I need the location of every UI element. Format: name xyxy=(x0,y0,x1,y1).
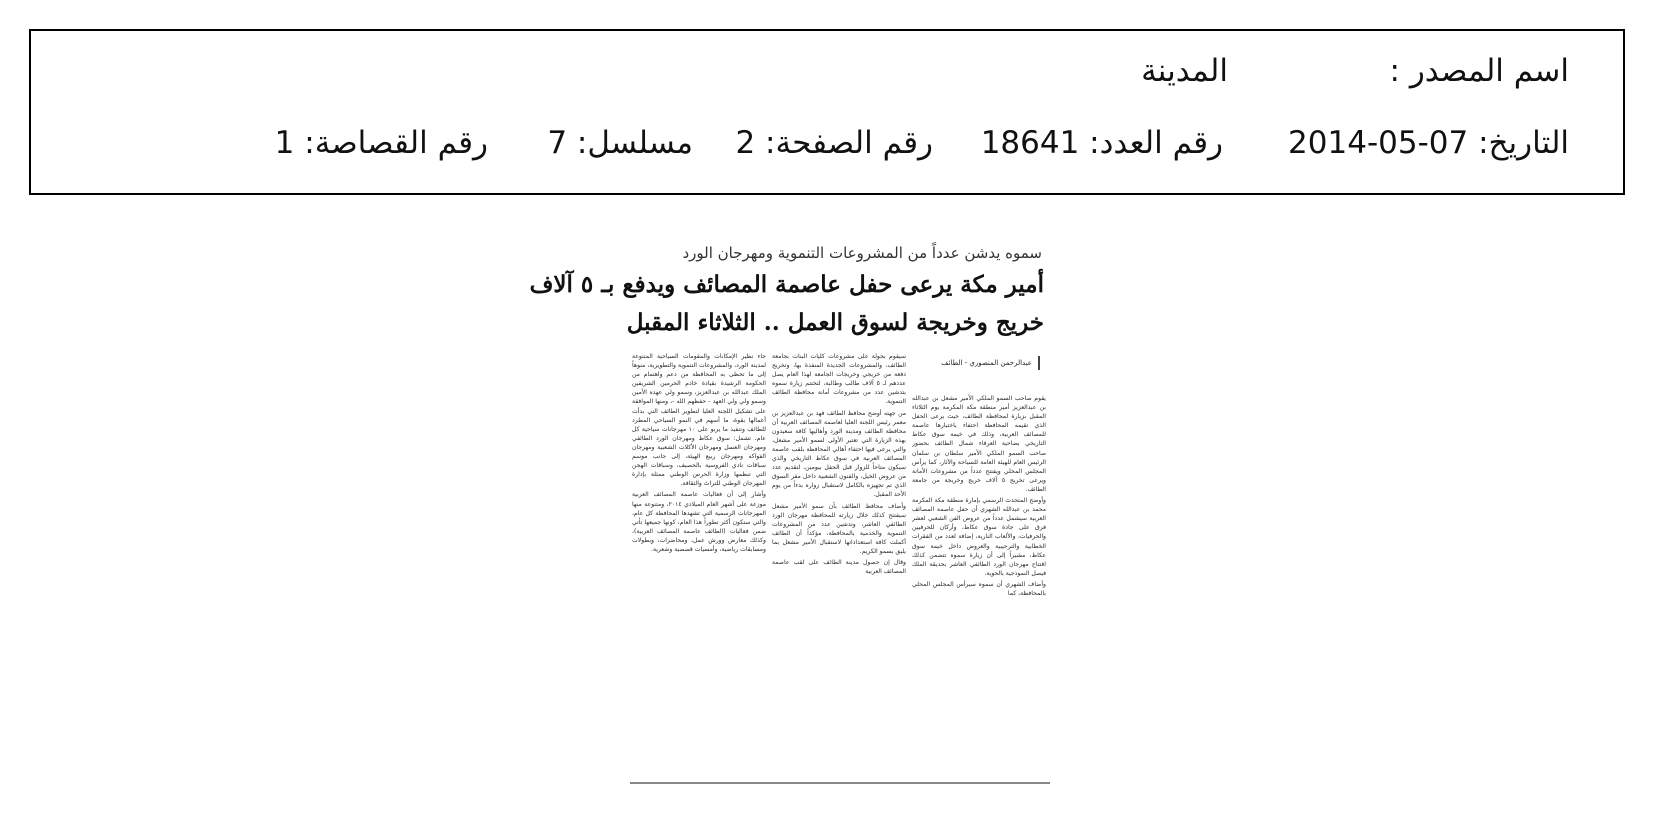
article-column-2 xyxy=(772,352,906,766)
source-value: المدينة xyxy=(1141,53,1228,89)
article-paragraph: من جهته أوضح محافظ الطائف فهد بن عبدالعزيز بن معمر رئيس اللجنة العليا لعاصمة المصائف العربية أن محافظة الطائف ومدينة الورد وأهاليها كافة سعيدون بهذه الزيارة التي تعتبر الأولى لسمو الأمير مشعل، والتي يرعى فيها احتفاء أهالي المحافظة بلقب عاصمة المصائف العربية في سوق عكاظ التاريخي والذي سيكون متاحاً للزوار قبل الحفل بيومين، لتقديم عدد من عروض الخيل، والفنون الشعبية داخل مقر السوق الذي تم تجهيزه بالكامل لاستقبال زواره بدءاً من يوم الأحد المقبل. xyxy=(772,409,906,499)
article-paragraph: وأضاف الشهري أن سموه سيرأس المجلس المحلي بالمحافظة، كما xyxy=(912,580,1046,597)
article-paragraph: سيقوم بجولة على مشروعات كليات البنات بجامعة الطائف، والمشروعات الجديدة المنفذة بها، وتخريج دفعة من خريجي وخريجات الجامعة لهذا العام يصل عددهم لـ ٥ آلاف طالب وطالبة، لتختتم زيارة سموه بتدشين عدد من مشروعات أمانة محافظة الطائف التنموية. xyxy=(772,353,906,406)
clipping-headline-line-1: أمير مكة يرعى حفل عاصمة المصائف ويدفع بـ ٥ آلاف xyxy=(529,271,1044,298)
page-number-field: رقم الصفحة: 2 xyxy=(735,125,933,161)
clipping-byline: عبدالرحمن المنصوري - الطائف xyxy=(941,356,1040,370)
newspaper-clipping xyxy=(529,244,1050,789)
clipping-bottom-rule xyxy=(630,782,1050,784)
article-paragraph: يقوم صاحب السمو الملكي الأمير مشعل بن عبدالله بن عبدالعزيز أمير منطقة مكة المكرمة يوم الثلاثاء المقبل بزيارة لمحافظة الطائف، حيث يرعى الحفل الذي تقيمه المحافظة احتفاء باختيارها عاصمة للمصائف العربية، وذلك في خيمة سوق عكاظ التاريخي بضاحية العرفاء شمال الطائف بحضور صاحب السمو الملكي الأمير سلطان بن سلمان الرئيس العام للهيئة العامة للسياحة والآثار، كما يرأس المجلس المحلي ويفتتح عدداً من مشروعات الأمانة ويرعى تخريج ٥ آلاف خريج وخريجة من جامعة الطائف. xyxy=(912,395,1046,493)
clipping-subheadline: سموه يدشن عدداً من المشروعات التنموية ومهرجان الورد xyxy=(682,244,1042,262)
issue-number-field: رقم العدد: 18641 xyxy=(980,125,1223,161)
date-field: التاريخ: 07-05-2014 xyxy=(1288,125,1569,161)
source-label: اسم المصدر : xyxy=(1389,53,1569,89)
source-metadata-box xyxy=(29,29,1625,195)
clip-number-field: رقم القصاصة: 1 xyxy=(274,125,488,161)
article-paragraph: جاء نظير الإمكانات والمقومات السياحية المتنوعة لمدينة الورد، والمشروعات التنموية والتطويرية، منوهاً إلى ما تحظى به المحافظة من دعم واهتمام من الحكومة الرشيدة بقيادة خادم الحرمين الشريفين الملك عبدالله بن عبدالعزيز، وسمو ولي عهده الأمين وسمو ولي ولي العهد - حفظهم الله -، ومنها الموافقة على تشكيل اللجنة العليا لتطوير الطائف التي بدأت أعمالها بقوة، ما أسهم في النمو السياحي المطرد للطائف وتنفيذ ما يربو على ١٠ مهرجانات سياحية كل عام، تشمل: سوق عكاظ ومهرجان الورد الطائفي ومهرجان العسل ومهرجان الأكلات الشعبية ومهرجان الفواكه ومهرجان ربيع الهيئة، إلى جانب موسم سباقات نادي الفروسية بالحصيف، وسباقات الهجن التي تنظمها وزارة الحرس الوطني ممثلة بإدارة المهرجان الوطني للتراث والثقافة. xyxy=(632,353,766,488)
article-column-1 xyxy=(912,394,1046,766)
article-paragraph: وأضاف محافظ الطائف بأن سمو الأمير مشعل سيفتتح كذلك خلال زيارته للمحافظة مهرجان الورد الطائفي العاشر، وتدشين عدد من المشروعات التنموية والخدمية بالمحافظة، مؤكداً أن الطائف أكملت كافة استعداداتها لاستقبال الأمير مشعل بما يليق بسمو الكريم. xyxy=(772,502,906,555)
article-column-3 xyxy=(632,352,766,766)
article-paragraph: وقال إن حصول مدينة الطائف على لقب عاصمة المصائف العربية xyxy=(772,559,906,576)
clipping-headline-line-2: خريج وخريجة لسوق العمل .. الثلاثاء المقبل xyxy=(626,309,1044,336)
article-paragraph: وأشار إلى أن فعاليات عاصمة المصائف العربية موزعة على أشهر العام الميلادي ٢٠١٤، ومتنوعة منها المهرجانات الرسمية التي تشهدها المحافظة كل عام، والتي ستكون أكثر تطوراً هذا العام، كونها جميعها تأتي ضمن فعاليات (الطائف عاصمة المصائف العربية)، وكذلك معارض وورش عمل، ومحاضرات، وبطولات ومسابقات رياضية، وأمسيات قصصية وشعرية. xyxy=(632,491,766,553)
article-paragraph: وأوضح المتحدث الرسمي بإمارة منطقة مكة المكرمة محمد بن عبدالله الشهري أن حفل عاصمة المصائف العربية سيشمل عدداً من عروض الفن الشعبي لعشر فرق على جادة سوق عكاظ، وأركان للحرفيين والحرفيات، والألعاب النارية، إضافة لعدد من الفقرات الخطابية والترحيبية والعروض داخل خيمة سوق عكاظ، مشيراً إلى أن زيارة سموه تتضمن كذلك افتتاح مهرجان الورد الطائفي العاشر بحديقة الملك فيصل النموذجية بالحوية. xyxy=(912,497,1046,577)
serial-field: مسلسل: 7 xyxy=(547,125,693,161)
